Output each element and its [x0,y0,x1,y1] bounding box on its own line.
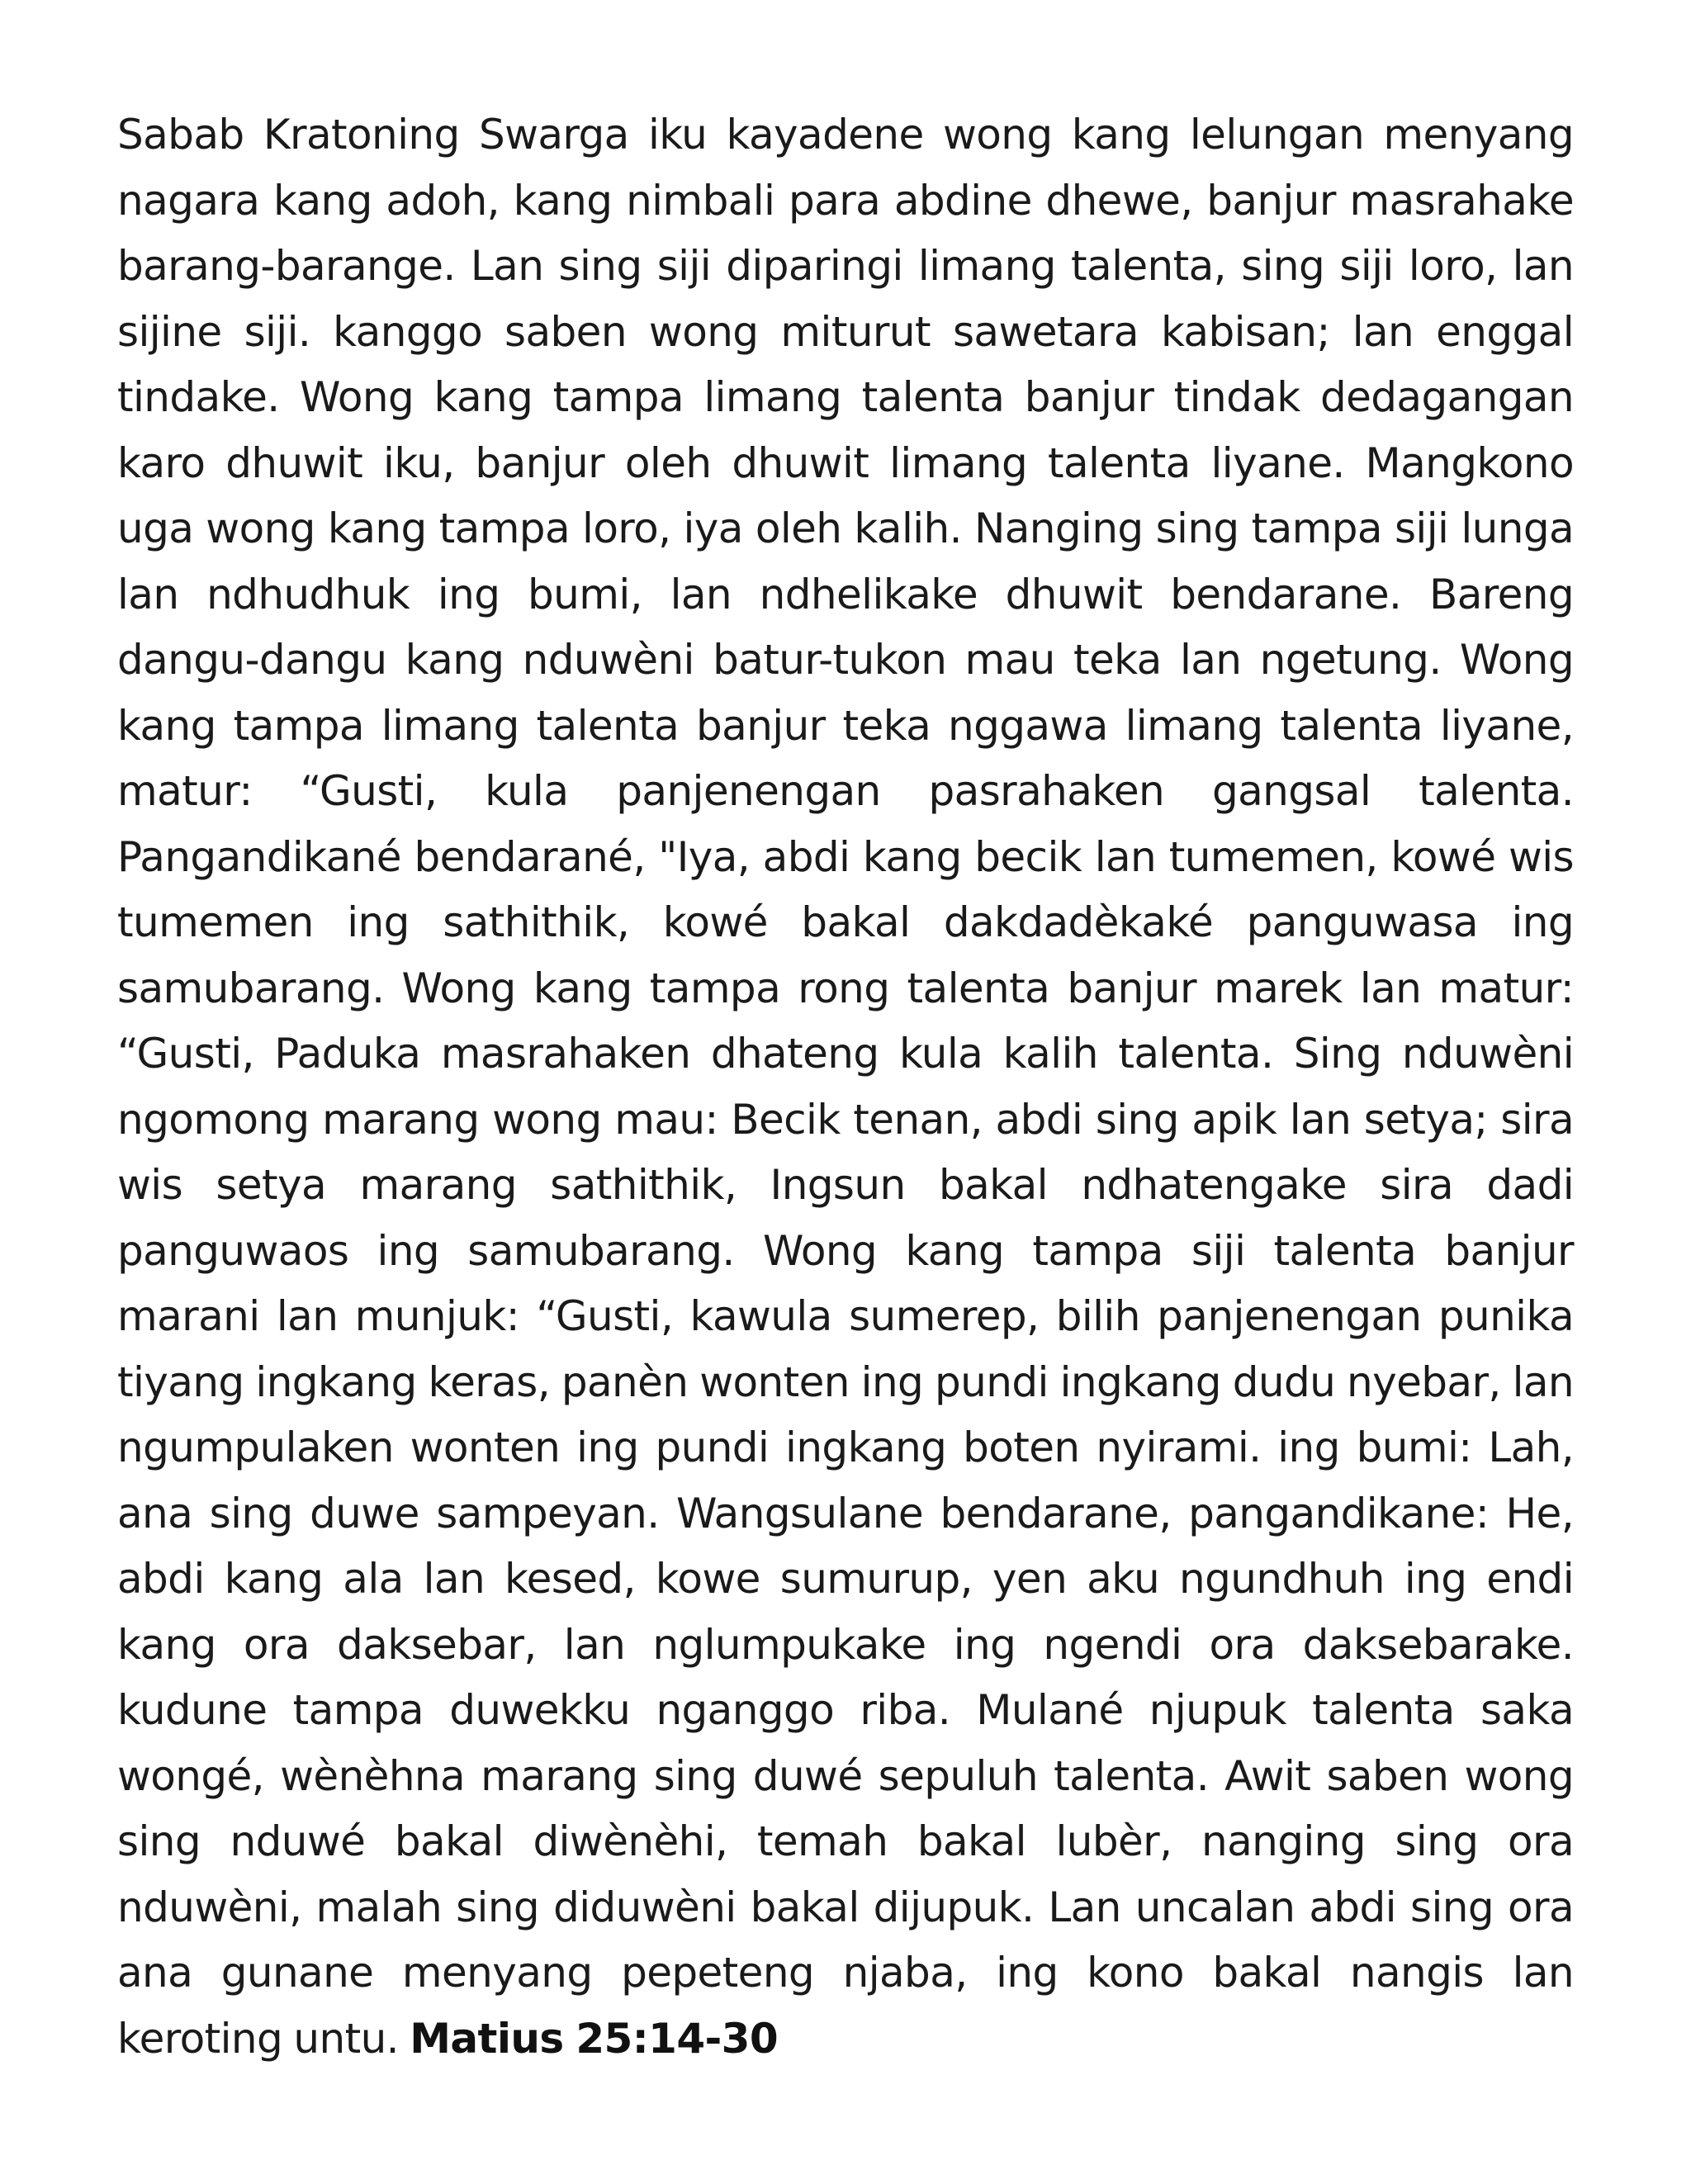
scripture-reference: Matius 25:14-30 [410,2014,779,2063]
scripture-passage [117,102,1574,2072]
document-page [117,102,1574,2072]
passage-text: Sabab Kratoning Swarga iku kayadene wong kang lelungan menyang nagara kang adoh, kang nimbali para abdine dhewe, banjur masrahake barang-barange. Lan sing siji diparingi limang talenta, sing siji loro, lan sijine siji. kanggo saben wong miturut sawetara kabisan; lan enggal tindake. Wong kang tampa limang talenta banjur tindak dedagangan karo dhuwit iku, banjur oleh dhuwit limang talenta liyane. Mangkono uga wong kang tampa loro, iya oleh kalih. Nanging sing tampa siji lunga lan ndhudhuk ing bumi, lan ndhelikake dhuwit bendarane. Bareng dangu-dangu kang nduwèni batur-tukon mau teka lan ngetung. Wong kang tampa limang talenta banjur teka nggawa limang talenta liyane, matur: “Gusti, kula panjenengan pasrahaken gangsal talenta. Pangandikané bendarané, "Iya, abdi kang becik lan tumemen, kowé wis tumemen ing sathithik, kowé bakal dakdadèkaké panguwasa ing samubarang. Wong kang tampa rong talenta banjur marek lan matur: “Gusti, Paduka masrahaken dhateng kula kalih talenta. Sing nduwèni ngomong marang wong mau: Becik tenan, abdi sing apik lan setya; sira wis setya marang sathithik, Ingsun bakal ndhatengake sira dadi panguwaos ing samubarang. Wong kang tampa siji talenta banjur marani lan munjuk: “Gusti, kawula sumerep, bilih panjenengan punika tiyang ingkang keras, panèn wonten ing pundi ingkang dudu nyebar, lan ngumpulaken wonten ing pundi ingkang boten nyirami. ing bumi: Lah, ana sing duwe sampeyan. Wangsulane bendarane, pangandikane: He, abdi kang ala lan kesed, kowe sumurup, yen aku ngundhuh ing endi kang ora daksebar, lan nglumpukake ing ngendi ora daksebarake. kudune tampa duwekku nganggo riba. Mulané njupuk talenta saka wongé, wènèhna marang sing duwé sepuluh talenta. Awit saben wong sing nduwé bakal diwènèhi, temah bakal lubèr, nanging sing ora nduwèni, malah sing diduwèni bakal dijupuk. Lan uncalan abdi sing ora ana gunane menyang pepeteng njaba, ing kono bakal nangis lan keroting untu. [117,111,1574,2063]
